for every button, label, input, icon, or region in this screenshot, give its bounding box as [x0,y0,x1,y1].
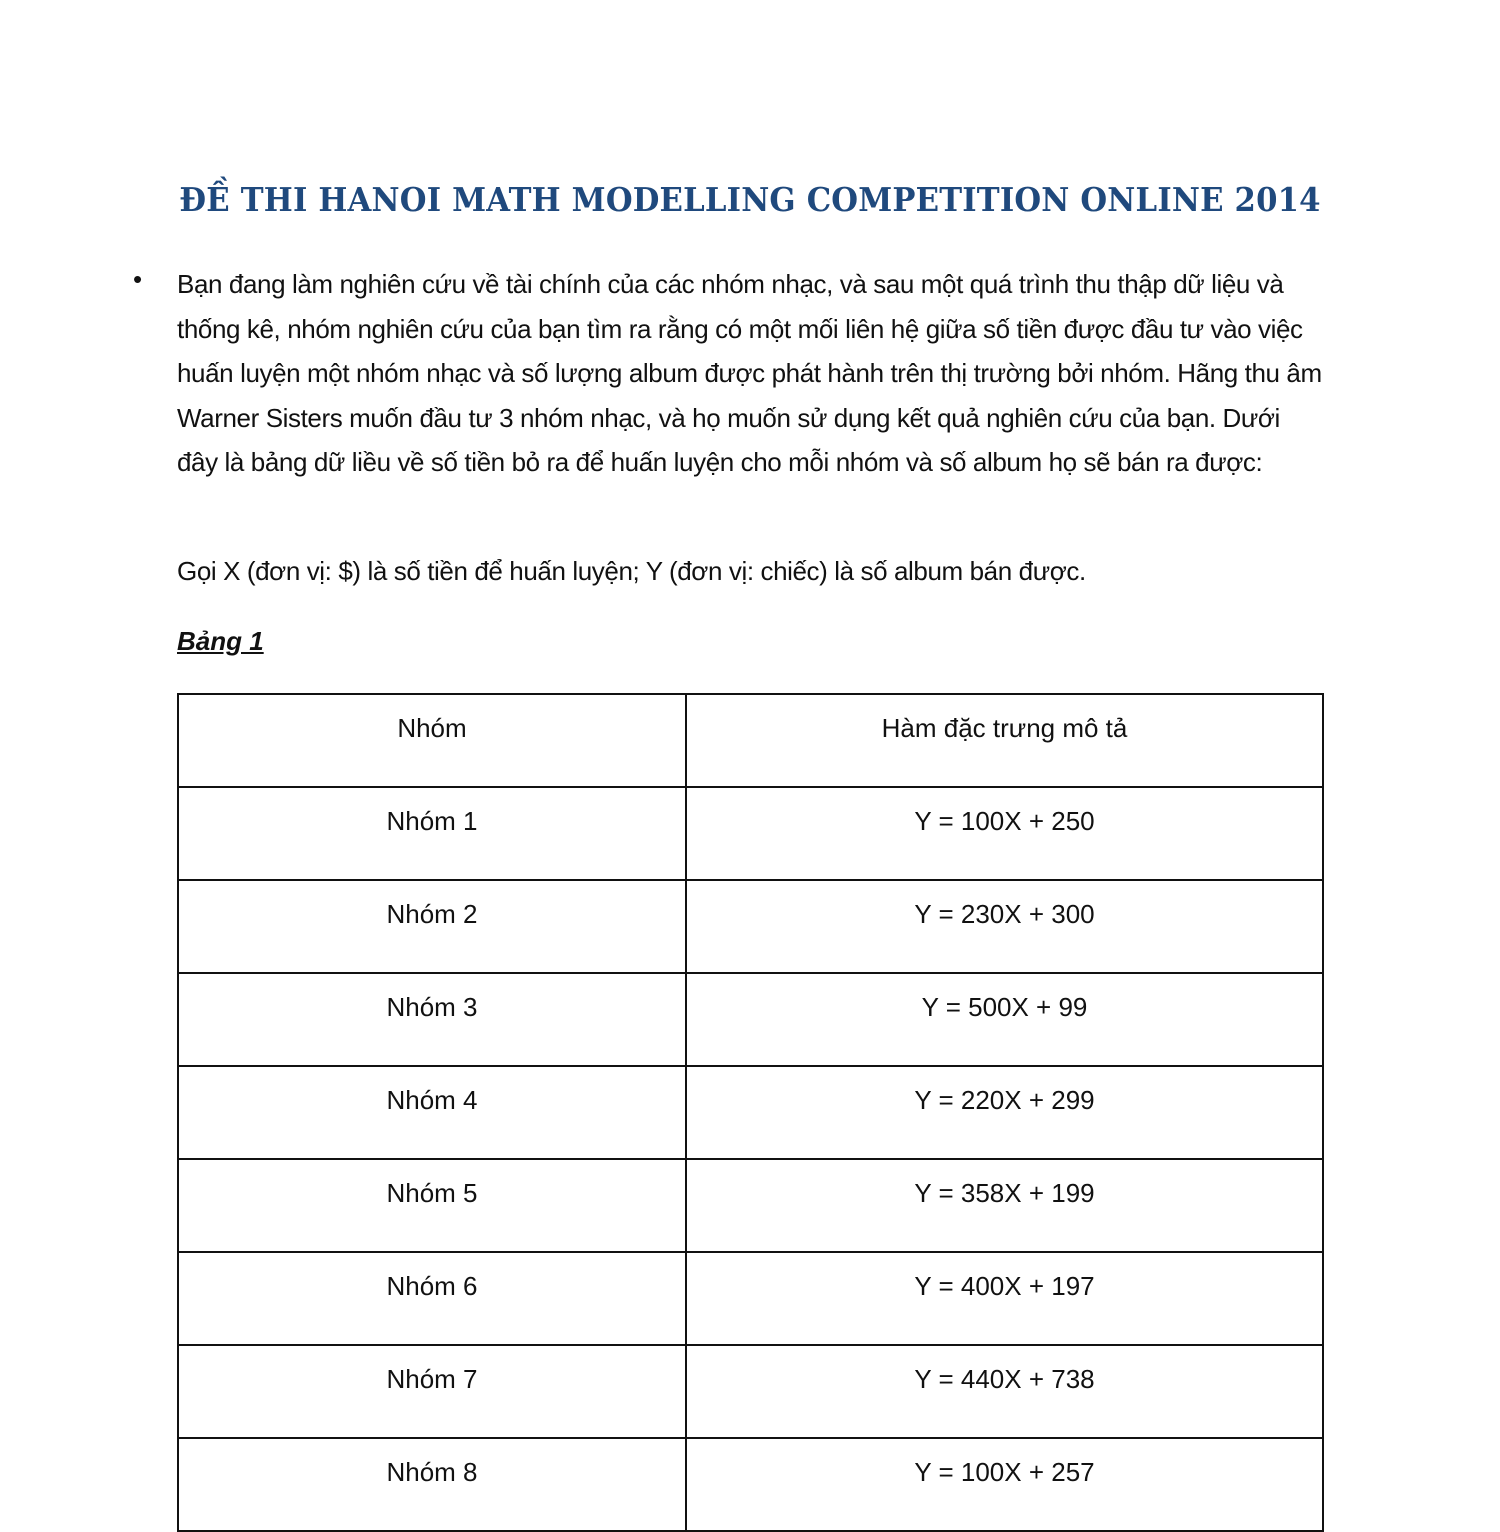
header-group: Nhóm [178,694,686,787]
table-row [178,880,1323,973]
function-cell: Y = 358X + 199 [686,1159,1323,1252]
table-row [178,1345,1323,1438]
header-function: Hàm đặc trưng mô tả [686,694,1323,787]
table-row [178,1159,1323,1252]
table-row [178,1066,1323,1159]
group-cell: Nhóm 7 [178,1345,686,1438]
table-caption: Bảng 1 [177,626,264,656]
group-cell: Nhóm 4 [178,1066,686,1159]
group-cell: Nhóm 8 [178,1438,686,1531]
function-cell: Y = 230X + 300 [686,880,1323,973]
function-cell: Y = 100X + 250 [686,787,1323,880]
function-cell: Y = 220X + 299 [686,1066,1323,1159]
function-cell: Y = 100X + 257 [686,1438,1323,1531]
table-row [178,973,1323,1066]
table-row [178,787,1323,880]
document-title: ĐỀ THI HANOI MATH MODELLING COMPETITION ONLINE 2014 [179,180,1321,219]
bullet-icon: • [133,264,143,294]
table-header-row [178,694,1323,787]
group-function-table [177,693,1324,1532]
function-cell: Y = 500X + 99 [686,973,1323,1066]
group-cell: Nhóm 5 [178,1159,686,1252]
group-cell: Nhóm 3 [178,973,686,1066]
group-cell: Nhóm 2 [178,880,686,973]
table-row [178,1252,1323,1345]
group-cell: Nhóm 6 [178,1252,686,1345]
intro-paragraph: Bạn đang làm nghiên cứu về tài chính của các nhóm nhạc, và sau một quá trình thu thập dữ liệu và thống kê, nhóm nghiên cứu của bạn tìm ra rằng có một mối liên hệ giữa số tiền được đầu tư vào việc huấn luyện một nhóm nhạc và số lượng album được phát hành trên thị trường bởi nhóm. Hãng thu âm Warner Sisters muốn đầu tư 3 nhóm nhạc, và họ muốn sử dụng kết quả nghiên cứu của bạn. Dưới đây là bảng dữ liều về số tiền bỏ ra để huấn luyện cho mỗi nhóm và số album họ sẽ bán ra được: [177,269,1322,478]
function-cell: Y = 400X + 197 [686,1252,1323,1345]
table-row [178,1438,1323,1531]
function-cell: Y = 440X + 738 [686,1345,1323,1438]
group-cell: Nhóm 1 [178,787,686,880]
variable-definition: Gọi X (đơn vị: $) là số tiền để huấn luyện; Y (đơn vị: chiếc) là số album bán được. [177,556,1086,586]
